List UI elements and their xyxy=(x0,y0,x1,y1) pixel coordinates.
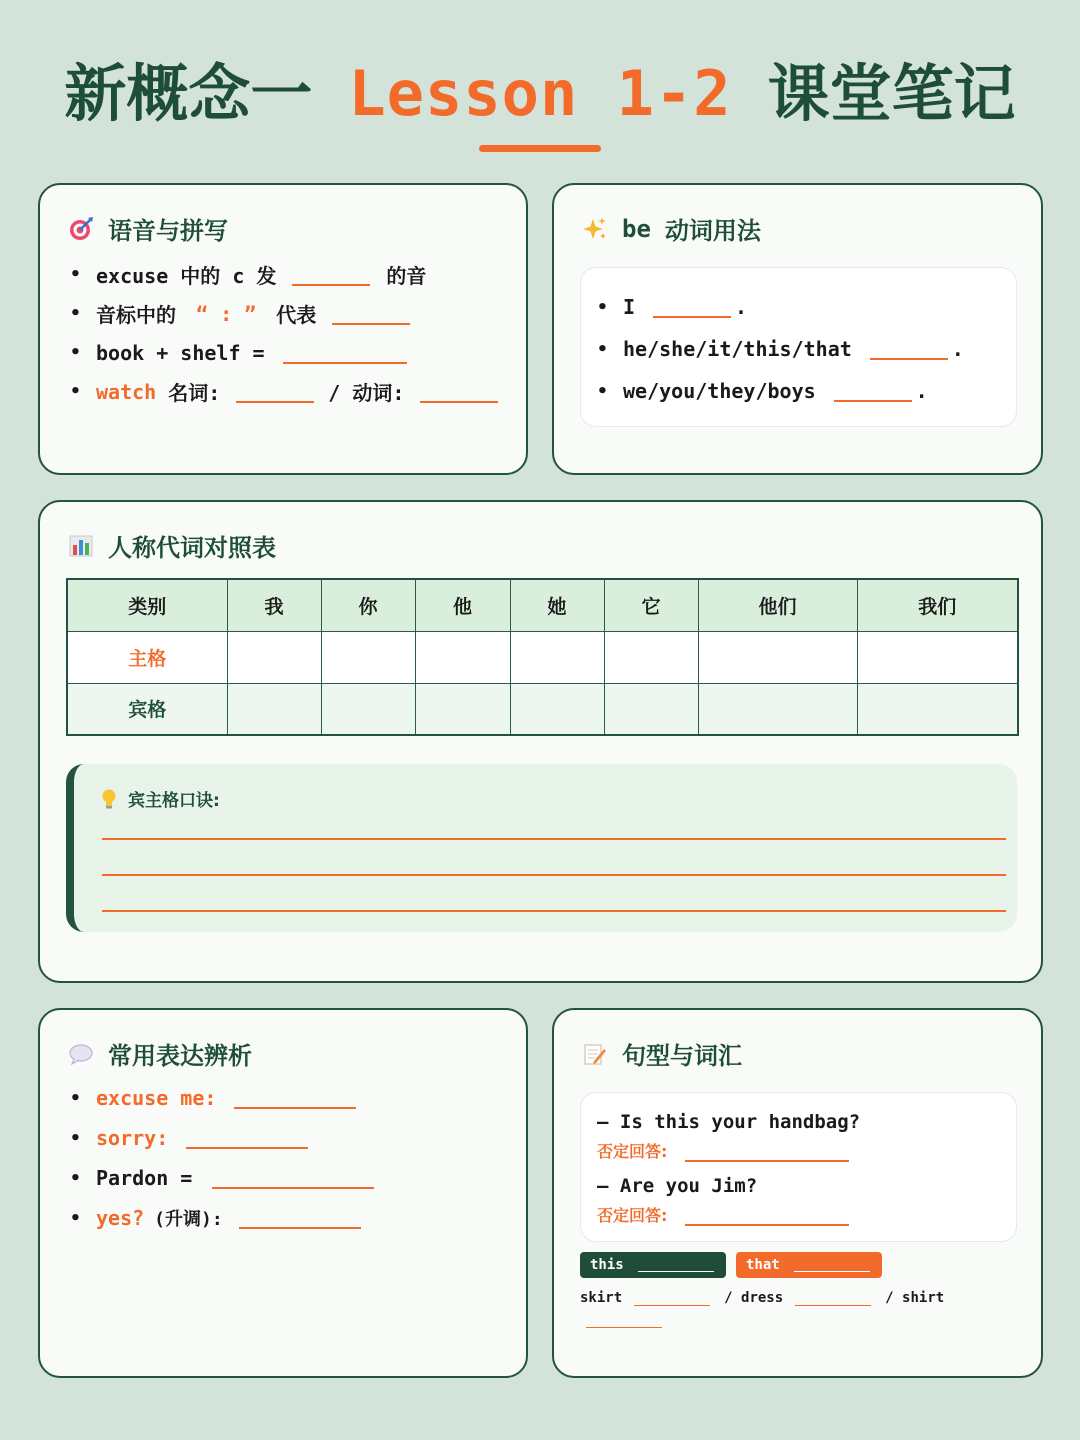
phonetics-title xyxy=(68,211,228,246)
answer-blank[interactable] xyxy=(795,1290,871,1306)
list-item: • excuse 中的 c 发 的音 xyxy=(68,255,508,294)
table-cell[interactable] xyxy=(415,631,510,683)
table-header: 类别 xyxy=(67,579,227,631)
answer-blank[interactable] xyxy=(332,303,410,325)
title-prefix: 新概念一 xyxy=(64,57,313,130)
answer-blank[interactable] xyxy=(212,1167,374,1189)
this-pill[interactable]: this xyxy=(580,1252,726,1278)
title-underline xyxy=(479,145,601,152)
writing-line[interactable] xyxy=(102,838,1006,840)
answer-blank[interactable] xyxy=(685,1208,849,1226)
table-header-row xyxy=(67,579,1018,631)
table-cell[interactable] xyxy=(857,683,1018,735)
answer-blank[interactable] xyxy=(634,1290,710,1306)
title-suffix: 课堂笔记 xyxy=(767,57,1016,130)
table-cell[interactable] xyxy=(415,683,510,735)
writing-line[interactable] xyxy=(102,874,1006,876)
be-verb-title-en: be xyxy=(622,214,651,243)
table-cell[interactable] xyxy=(510,683,604,735)
lightbulb-icon xyxy=(100,788,118,810)
table-header: 它 xyxy=(604,579,698,631)
pronoun-card xyxy=(38,500,1043,983)
row-label-subject: 主格 xyxy=(67,631,227,683)
sentences-card xyxy=(552,1008,1043,1378)
table-header: 他 xyxy=(415,579,510,631)
table-header: 他们 xyxy=(698,579,857,631)
sparkles-icon xyxy=(582,216,608,242)
answer-blank[interactable] xyxy=(292,264,370,286)
be-verb-title-cn: 动词用法 xyxy=(664,217,761,245)
table-row xyxy=(67,631,1018,683)
table-header: 她 xyxy=(510,579,604,631)
pronoun-table xyxy=(66,578,1019,736)
list-item: • book + shelf = xyxy=(68,333,508,372)
answer-blank[interactable] xyxy=(420,381,498,403)
pronoun-title xyxy=(68,528,276,563)
answer-blank[interactable] xyxy=(234,1087,356,1109)
title-lesson: Lesson 1-2 xyxy=(348,57,732,130)
table-cell[interactable] xyxy=(510,631,604,683)
bar-chart-icon xyxy=(68,533,94,559)
list-item: • Pardon = xyxy=(68,1158,384,1198)
answer-blank[interactable] xyxy=(239,1207,361,1229)
table-cell[interactable] xyxy=(227,683,321,735)
question-2: – Are you Jim? xyxy=(597,1175,758,1197)
table-cell[interactable] xyxy=(227,631,321,683)
table-cell[interactable] xyxy=(698,631,857,683)
that-pill[interactable]: that xyxy=(736,1252,882,1278)
expressions-card xyxy=(38,1008,528,1378)
page-title xyxy=(0,52,1080,136)
vocab-row: skirt / dress / shirt xyxy=(580,1290,945,1306)
phonetics-title-text: 语音与拼写 xyxy=(108,217,228,245)
answer-2: 否定回答: xyxy=(597,1203,859,1226)
answer-1: 否定回答: xyxy=(597,1139,859,1162)
expressions-title xyxy=(68,1036,252,1071)
table-cell[interactable] xyxy=(698,683,857,735)
answer-blank[interactable] xyxy=(870,338,948,360)
list-item: • I . xyxy=(595,286,964,328)
phonetics-list xyxy=(68,255,508,411)
expressions-list xyxy=(68,1078,384,1238)
expressions-title-text: 常用表达辨析 xyxy=(108,1042,252,1070)
list-item: • watch 名词: / 动词: xyxy=(68,372,508,411)
answer-blank[interactable] xyxy=(283,342,407,364)
table-header: 你 xyxy=(321,579,415,631)
be-verb-list xyxy=(595,286,964,412)
row-label-object: 宾格 xyxy=(67,683,227,735)
table-cell[interactable] xyxy=(321,631,415,683)
be-verb-card xyxy=(552,183,1043,475)
memo-icon xyxy=(582,1041,608,1067)
answer-blank[interactable] xyxy=(685,1144,849,1162)
mnemonic-box xyxy=(66,764,1017,932)
writing-line[interactable] xyxy=(102,910,1006,912)
phonetics-card xyxy=(38,183,528,475)
answer-blank[interactable] xyxy=(586,1310,662,1328)
list-item: • yes? (升调): xyxy=(68,1198,384,1238)
sentences-title-text: 句型与词汇 xyxy=(622,1042,742,1070)
list-item: • we/you/they/boys . xyxy=(595,370,964,412)
sentences-box xyxy=(580,1092,1017,1242)
question-1: – Is this your handbag? xyxy=(597,1111,861,1133)
answer-blank[interactable] xyxy=(186,1127,308,1149)
table-cell[interactable] xyxy=(321,683,415,735)
list-item: • excuse me: xyxy=(68,1078,384,1118)
target-icon xyxy=(68,216,94,242)
answer-blank[interactable] xyxy=(236,381,314,403)
be-verb-box xyxy=(580,267,1017,427)
table-row xyxy=(67,683,1018,735)
pronoun-title-text: 人称代词对照表 xyxy=(108,534,276,562)
table-header: 我们 xyxy=(857,579,1018,631)
table-cell[interactable] xyxy=(604,631,698,683)
mnemonic-head xyxy=(100,786,220,811)
list-item: • 音标中的 “ : ” 代表 xyxy=(68,294,508,333)
answer-blank[interactable] xyxy=(653,296,731,318)
list-item: • he/she/it/this/that . xyxy=(595,328,964,370)
sentences-title xyxy=(582,1036,742,1071)
table-cell[interactable] xyxy=(857,631,1018,683)
list-item: • sorry: xyxy=(68,1118,384,1158)
be-verb-title xyxy=(582,211,761,246)
speech-bubble-icon xyxy=(68,1041,94,1067)
table-cell[interactable] xyxy=(604,683,698,735)
answer-blank[interactable] xyxy=(834,380,912,402)
mnemonic-label: 宾主格口诀: xyxy=(128,791,220,811)
table-header: 我 xyxy=(227,579,321,631)
